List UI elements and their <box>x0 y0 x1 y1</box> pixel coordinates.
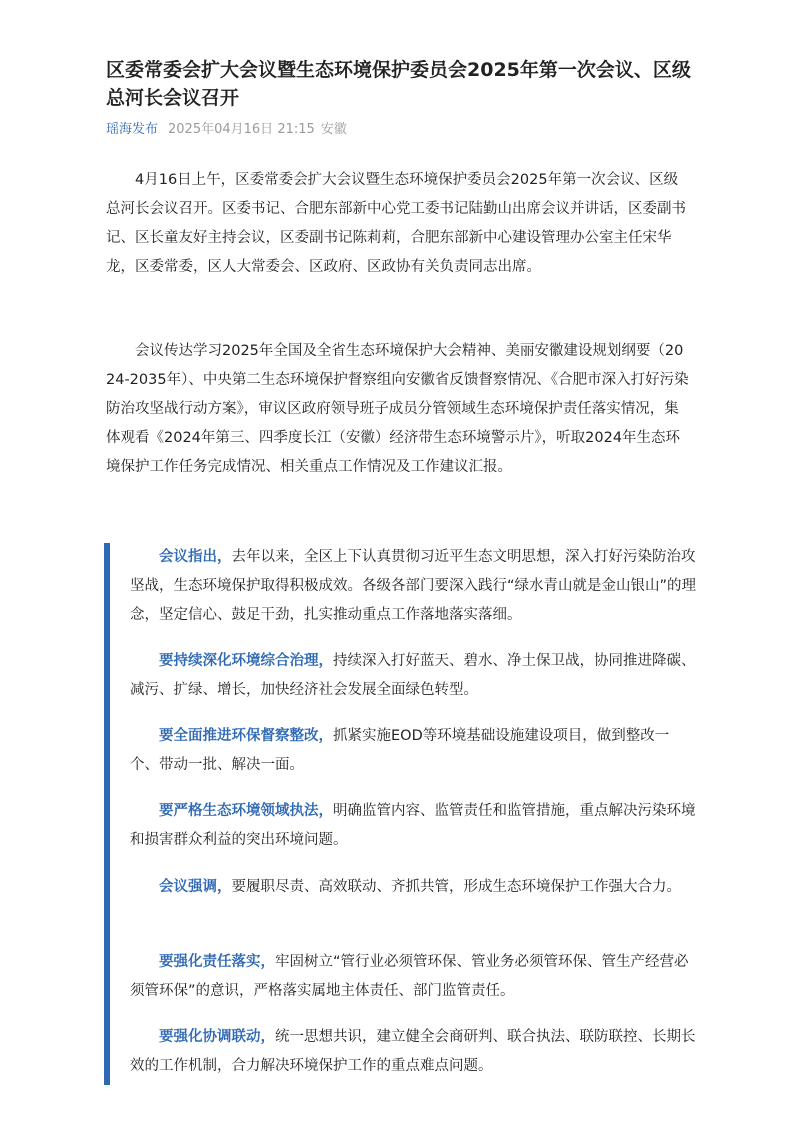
highlight-item <box>130 873 698 902</box>
highlight-text: 去年以来，全区上下认真贯彻习近平生态文明思想，深入打好污染防治攻坚战，生态环境保护取得积极成效。各级各部门要深入践行“绿水青山就是金山银山”的理念，坚定信心、鼓足干劲，扎实推动重点工作落地落实落细。 <box>130 549 697 623</box>
highlight-text: 要履职尽责、高效联动、齐抓共管，形成生态环境保护工作强大合力。 <box>231 879 681 895</box>
highlight-lead: 要持续深化环境综合治理， <box>159 653 333 669</box>
article-title: 区委常委会扩大会议暨生态环境保护委员会2025年第一次会议、区级总河长会议召开 <box>106 59 691 109</box>
highlight-lead: 要全面推进环保督察整改， <box>159 728 333 744</box>
highlight-block <box>104 543 706 1085</box>
highlight-item <box>130 948 698 1006</box>
highlight-item <box>130 722 698 780</box>
highlight-text: 明确监管内容、监管责任和监管措施，重点解决污染环境和损害群众利益的突出环境问题。 <box>130 803 696 848</box>
highlight-text: 统一思想共识，建立健全会商研判、联合执法、联防联控、长期长效的工作机制，合力解决环境保护工作的重点难点问题。 <box>130 1029 696 1074</box>
highlight-lead: 要强化责任落实， <box>159 954 275 970</box>
highlight-lead: 会议指出， <box>159 549 232 565</box>
highlight-lead: 要严格生态环境领域执法， <box>159 803 333 819</box>
location-label: 安徽 <box>320 122 347 137</box>
highlight-item <box>130 647 698 705</box>
highlight-item <box>130 1023 698 1081</box>
source-link[interactable]: 瑶海发布 <box>106 122 159 137</box>
highlight-lead: 会议强调， <box>159 879 232 895</box>
paragraph-1: 4月16日上午，区委常委会扩大会议暨生态环境保护委员会2025年第一次会议、区级总河长会议召开。区委书记、合肥东部新中心党工委书记陆勤山出席会议并讲话，区委副书记、区长童友好主持会议，区委副书记陈莉莉，合肥东部新中心建设管理办公室主任宋华龙，区委常委，区人大常委会、区政府、区政协有关负责同志出席。 <box>106 172 686 275</box>
highlight-lead: 要强化协调联动， <box>159 1029 275 1045</box>
article-meta <box>106 122 347 138</box>
highlight-text: 持续深入打好蓝天、碧水、净土保卫战，协同推进降碳、减污、扩绿、增长，加快经济社会发展全面绿色转型。 <box>130 653 696 698</box>
highlight-text: 抓紧实施EOD等环境基础设施建设项目，做到整改一个、带动一批、解决一面。 <box>130 728 670 773</box>
highlight-item <box>130 543 698 630</box>
highlight-item <box>130 797 698 855</box>
highlight-text: 牢固树立“管行业必须管环保、管业务必须管环保、管生产经营必须管环保”的意识，严格落实属地主体责任、部门监管责任。 <box>130 954 689 999</box>
publish-time: 2025年04月16日 21:15 <box>168 122 315 137</box>
paragraph-2: 会议传达学习2025年全国及全省生态环境保护大会精神、美丽安徽建设规划纲要（2024-2035年）、中央第二生态环境保护督察组向安徽省反馈督察情况、《合肥市深入打好污染防治攻坚战行动方案》，审议区政府领导班子成员分管领域生态环境保护责任落实情况，集体观看《2024年第三、四季度长江（安徽）经济带生态环境警示片》，听取2024年生态环境保护工作任务完成情况、相关重点工作情况及工作建议汇报。 <box>106 343 689 475</box>
